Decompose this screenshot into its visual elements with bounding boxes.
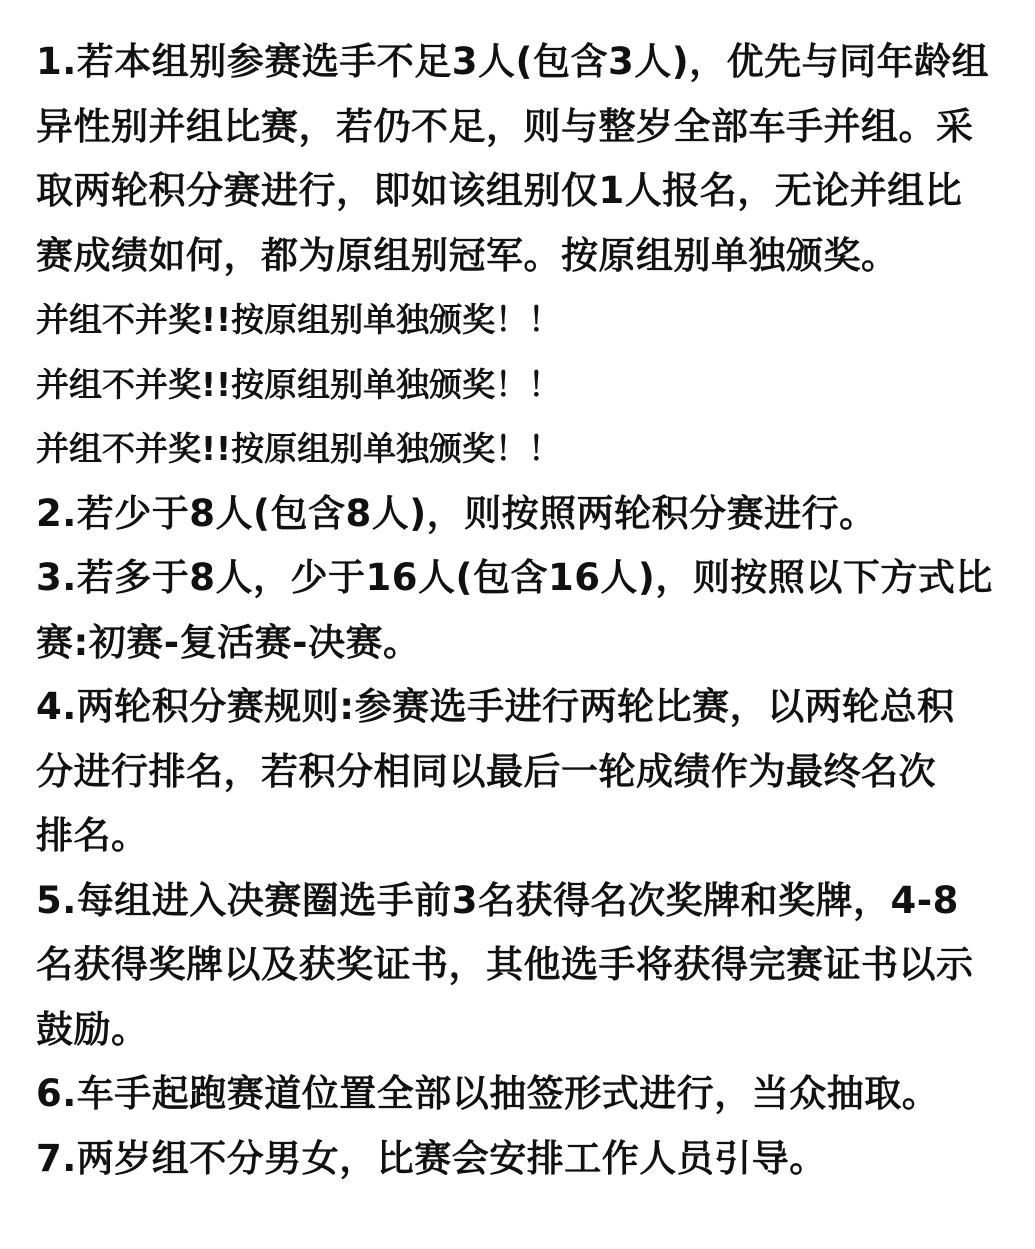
rule-1-line-3: 取两轮积分赛进行，即如该组别仅1人报名，无论并组比 [36,169,963,212]
rule-2-line-1: 2.若少于8人(包含8人)，则按照两轮积分赛进行。 [36,491,877,535]
emphasis-line-2: 并组不并奖!!按原组别单独颁奖！！ [36,364,562,404]
emphasis-line-3: 并组不并奖!!按原组别单独颁奖！！ [36,429,562,468]
rule-1-line-2: 异性别并组比赛，若仍不足，则与整岁全部车手并组。采 [36,104,974,148]
rule-6-line-1: 6.车手起跑赛道位置全部以抽签形式进行，当众抽取。 [36,1072,940,1115]
rule-5-line-1: 5.每组进入决赛圈选手前3名获得名次奖牌和奖牌，4-8 [36,878,959,922]
rule-1-line-4: 赛成绩如何，都为原组别冠军。按原组别单独颁奖。 [36,233,899,277]
rule-3-line-2: 赛:初赛-复活赛-决赛。 [36,620,421,664]
rule-4-line-2: 分进行排名，若积分相同以最后一轮成绩作为最终名次 [36,749,936,793]
rule-5-line-3: 鼓励。 [36,1007,149,1051]
rule-4-line-3: 排名。 [36,814,149,857]
rule-5-line-2: 名获得奖牌以及获奖证书，其他选手将获得完赛证书以示 [36,943,974,986]
rule-3-line-1: 3.若多于8人，少于16人(包含16人)，则按照以下方式比 [36,556,993,599]
rule-1-line-1: 1.若本组别参赛选手不足3人(包含3人)，优先与同年龄组 [36,40,990,83]
emphasis-line-1: 并组不并奖!!按原组别单独颁奖！！ [36,300,562,339]
rules-document [36,30,1011,1191]
rule-7-line-1: 7.两岁组不分男女，比赛会安排工作人员引导。 [36,1136,827,1180]
rule-4-line-1: 4.两轮积分赛规则:参赛选手进行两轮比赛，以两轮总积 [36,685,955,728]
